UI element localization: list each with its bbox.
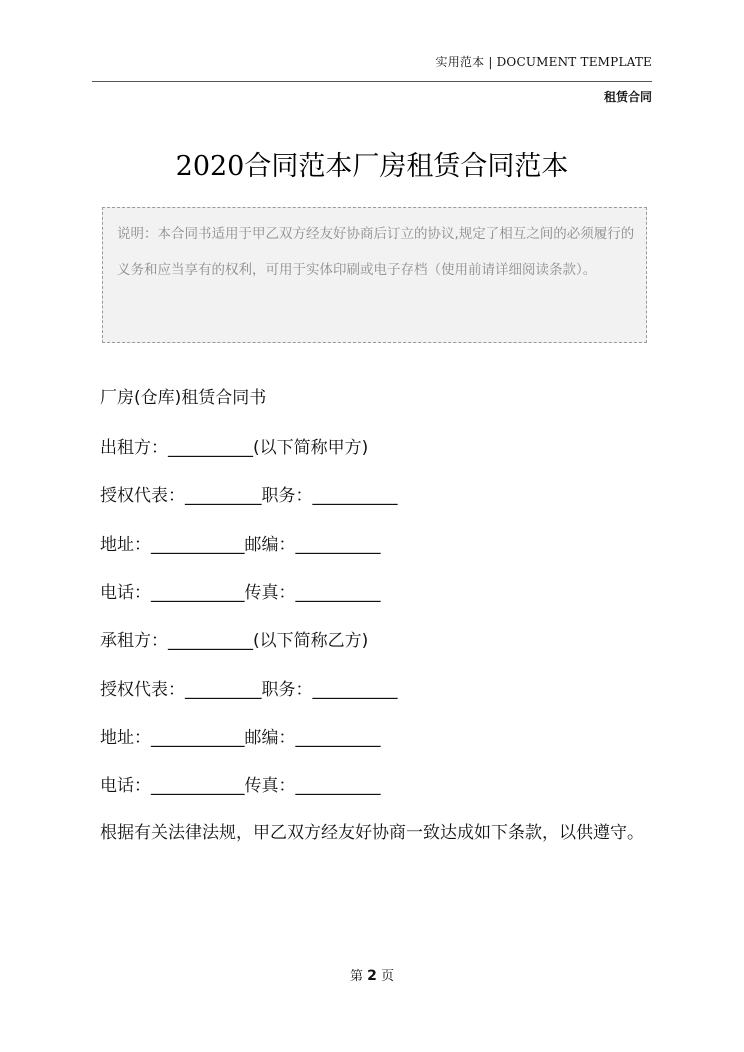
- lessor-line: 出租方：__________(以下简称甲方): [100, 438, 369, 458]
- lessee-phone-line: 电话：___________传真：__________: [100, 776, 381, 796]
- lessee-line: 承租方：__________(以下简称乙方): [100, 631, 369, 651]
- notice-box: [102, 207, 647, 343]
- lessor-phone-line: 电话：___________传真：__________: [100, 583, 381, 603]
- closing-paragraph: 根据有关法律法规，甲乙双方经友好协商一致达成如下条款，以供遵守。: [100, 823, 644, 843]
- contract-heading: 厂房(仓库)租赁合同书: [100, 388, 267, 408]
- lessor-representative-line: 授权代表：_________职务：__________: [100, 486, 398, 506]
- document-title: 2020合同范本厂房租赁合同范本: [175, 151, 569, 182]
- footer-suffix: 页: [381, 969, 395, 984]
- lessee-representative-line: 授权代表：_________职务：__________: [100, 680, 398, 700]
- header-category: 租赁合同: [603, 90, 652, 104]
- page-footer: [0, 965, 744, 984]
- page-number: 2: [367, 968, 377, 984]
- header-label: 实用范本 | DOCUMENT TEMPLATE: [435, 55, 652, 69]
- footer-prefix: 第: [349, 969, 363, 984]
- header-rule: [92, 81, 652, 82]
- lessee-address-line: 地址：___________邮编：__________: [100, 728, 381, 748]
- notice-text: 说明：本合同书适用于甲乙双方经友好协商后订立的协议,规定了相互之间的必须履行的义务和应当享有的权利，可用于实体印刷或电子存档（使用前请详细阅读条款）。: [117, 226, 635, 278]
- lessor-address-line: 地址：___________邮编：__________: [100, 535, 381, 555]
